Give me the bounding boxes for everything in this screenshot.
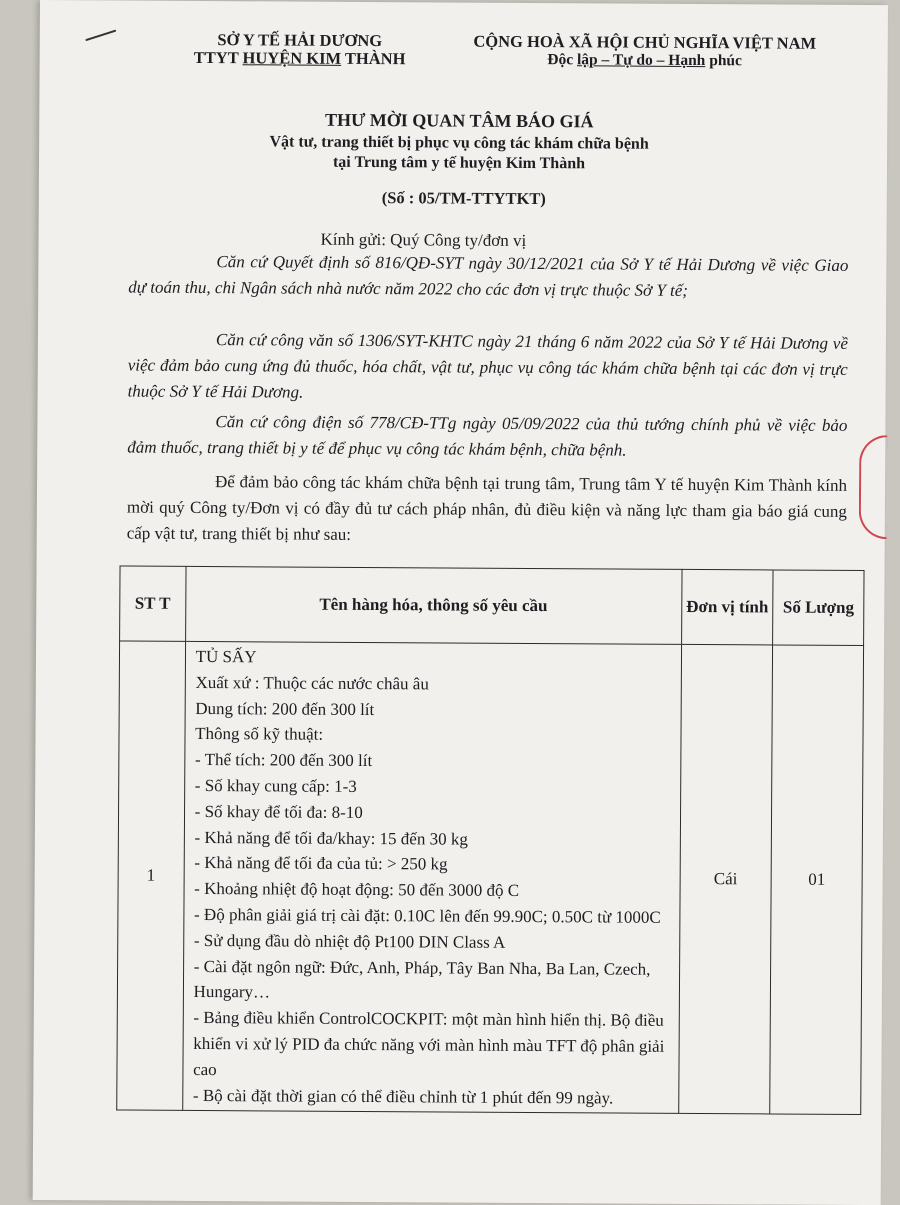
paragraph-basis-1: Căn cứ Quyết định số 816/QĐ-SYT ngày 30/12/2021 của Sở Y tế Hải Dương về việc Giao dự toán thu, chi Ngân sách nhà nước năm 2022 cho các đơn vị trực thuộc Sở Y tế; [128, 252, 849, 300]
items-table [116, 565, 864, 1115]
spec-line: - Độ phân giải giá trị cài đặt: 0.10C lên đến 99.90C; 0.50C từ 1000C [193, 904, 661, 927]
spec-line: - Khả năng để tối đa/khay: 15 đến 30 kg [194, 827, 468, 849]
document-page [33, 0, 888, 1205]
spec-line: - Cài đặt ngôn ngữ: Đức, Anh, Pháp, Tây Ban Nha, Ba Lan, Czech, Hungary… [193, 956, 651, 1002]
document-subtitle-2: tại Trung tâm y tế huyện Kim Thành [332, 153, 586, 173]
spec-line: Dung tích: 200 đến 300 lít [195, 698, 375, 719]
pen-mark [85, 30, 116, 42]
paragraph-invitation: Để đảm bảo công tác khám chữa bệnh tại trung tâm, Trung tâm Y tế huyện Kim Thành kính mời quý Công ty/Đơn vị có đầy đủ tư cách pháp nhân, đủ điều kiện và năng lực tham gia báo giá cung cấp vật tư, trang thiết bị như sau: [126, 472, 848, 544]
national-header [455, 33, 835, 71]
cell-unit: Cái [678, 644, 773, 1114]
cell-quantity: 01 [770, 645, 864, 1115]
spec-line: Thông số kỹ thuật: [195, 724, 324, 745]
issuer-department: SỞ Y TẾ HẢI DƯƠNG [217, 30, 383, 51]
spec-line: - Số khay cung cấp: 1-3 [194, 775, 357, 796]
cell-stt: 1 [117, 641, 186, 1111]
cell-item-spec [182, 641, 681, 1113]
issuer-header [175, 31, 425, 69]
spec-line: - Khả năng để tối đa của tủ: > 250 kg [194, 853, 448, 874]
spec-line: - Bộ cài đặt thời gian có thể điều chỉnh từ 1 phút đến 99 ngày. [192, 1085, 614, 1108]
header-unit: Đơn vị tính [681, 569, 773, 645]
paragraph-basis-3: Căn cứ công điện số 778/CĐ-TTg ngày 05/09/2022 của thủ tướng chính phủ về việc bảo đảm thuốc, trang thiết bị y tế để phục vụ công tác khám bệnh, chữa bệnh. [127, 412, 848, 460]
spec-line: TỦ SẤY [195, 646, 257, 667]
table-header-row [120, 566, 864, 646]
paragraph-basis-2: Căn cứ công văn số 1306/SYT-KHTC ngày 21 tháng 6 năm 2022 của Sở Y tế Hải Dương về việc đảm bảo cung ứng đủ thuốc, hóa chất, vật tư, phục vụ công tác khám chữa bệnh tại các đơn vị trực thuộc Sở Y tế Hải Dương. [127, 330, 848, 402]
document-subtitle-1: Vật tư, trang thiết bị phục vụ công tác khám chữa bệnh [269, 133, 649, 153]
header-item-name: Tên hàng hóa, thông số yêu cầu [185, 566, 681, 644]
red-stamp-partial [859, 435, 888, 539]
spec-line: - Số khay để tối đa: 8-10 [194, 801, 363, 822]
table-row [117, 641, 864, 1115]
issuer-center: TTYT HUYỆN KIM THÀNH [193, 47, 406, 69]
spec-line: - Khoảng nhiệt độ hoạt động: 50 đến 3000 độ C [194, 879, 520, 901]
spec-line: - Sử dụng đầu dò nhiệt độ Pt100 DIN Class A [193, 930, 506, 952]
national-motto: Độc lập – Tự do – Hạnh phúc [547, 51, 743, 70]
greeting: Kính gửi: Quý Công ty/đơn vị [320, 229, 527, 250]
national-title: CỘNG HOÀ XÃ HỘI CHỦ NGHĨA VIỆT NAM [473, 31, 817, 53]
spec-line: Xuất xứ : Thuộc các nước châu âu [195, 672, 429, 694]
header-stt: ST T [120, 566, 186, 641]
document-title: THƯ MỜI QUAN TÂM BÁO GIÁ [324, 109, 594, 132]
header-quantity: Số Lượng [773, 570, 864, 646]
spec-line: - Bảng điều khiển ControlCOCKPIT: một màn hình hiển thị. Bộ điều khiển vi xử lý PID đa chức năng với màn hình màu TFT độ phân giải cao [193, 1008, 665, 1079]
spec-line: - Thể tích: 200 đến 300 lít [194, 750, 373, 771]
document-number: (Số : 05/TM-TTYTKT) [381, 188, 546, 209]
